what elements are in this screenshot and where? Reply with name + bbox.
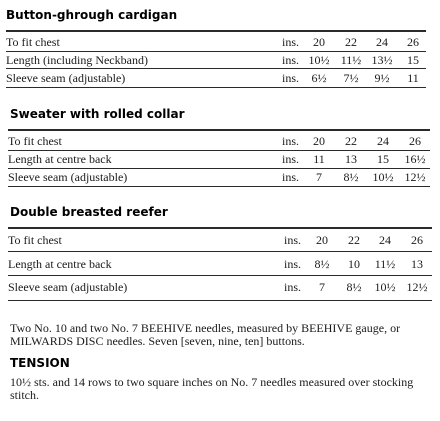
row-label: To fit chest [8, 134, 62, 148]
row-unit: ins. [282, 53, 300, 67]
table-rule [6, 30, 426, 32]
section-title-sweater: Sweater with rolled collar [10, 107, 185, 121]
table-rule [8, 251, 432, 252]
size-value: 24 [379, 233, 391, 247]
size-value: 10 [348, 257, 360, 271]
table-row [8, 279, 432, 295]
row-label: Length at centre back [8, 257, 112, 271]
table-rule [6, 87, 426, 88]
tension-paragraph: 10½ sts. and 14 rows to two square inches on No. 7 needles measured over stocking stitch. [10, 375, 414, 402]
size-value: 8½ [343, 170, 359, 184]
size-table-cardigan [6, 30, 426, 88]
row-label: Sleeve seam (adjustable) [8, 280, 128, 294]
size-value: 24 [376, 35, 388, 49]
table-rule [8, 227, 432, 229]
size-value: 10½ [308, 53, 330, 67]
size-value: 15 [377, 152, 389, 166]
row-label: Sleeve seam (adjustable) [6, 71, 126, 85]
row-label: To fit chest [8, 233, 62, 247]
size-value: 22 [345, 35, 357, 49]
size-value: 24 [377, 134, 389, 148]
table-rule [8, 300, 432, 301]
size-value: 11½ [340, 53, 362, 67]
size-value: 8½ [346, 280, 362, 294]
row-unit: ins. [282, 152, 300, 166]
size-value: 20 [313, 35, 325, 49]
size-value: 10½ [374, 280, 396, 294]
size-table-reefer [8, 227, 432, 302]
needles-paragraph: Two No. 10 and two No. 7 BEEHIVE needles, measured by BEEHIVE gauge, or MILWARDS DISC needles. Seven [seven, nine, ten] buttons. [10, 321, 401, 348]
table-rule [8, 186, 430, 187]
size-value: 12½ [404, 170, 426, 184]
size-value: 15 [407, 53, 419, 67]
size-value: 16½ [404, 152, 426, 166]
section-title-cardigan: Button-ghrough cardigan [6, 8, 178, 22]
table-rule [8, 275, 432, 276]
table-rule [8, 129, 430, 131]
size-value: 7 [319, 280, 325, 294]
size-value: 6½ [311, 71, 327, 85]
row-unit: ins. [282, 35, 300, 49]
row-label: Length (including Neckband) [6, 53, 148, 67]
row-label: To fit chest [6, 35, 60, 49]
table-row [6, 34, 426, 50]
table-row [8, 133, 430, 149]
size-value: 10½ [372, 170, 394, 184]
size-value: 26 [411, 233, 423, 247]
table-row [6, 52, 426, 68]
size-value: 13 [345, 152, 357, 166]
size-value: 11½ [374, 257, 396, 271]
row-unit: ins. [282, 71, 300, 85]
table-row [8, 169, 430, 185]
row-unit: ins. [282, 134, 300, 148]
row-unit: ins. [282, 170, 300, 184]
row-label: Length at centre back [8, 152, 112, 166]
size-value: 7 [316, 170, 322, 184]
table-row [8, 232, 432, 248]
size-table-sweater [8, 129, 430, 187]
row-unit: ins. [284, 280, 302, 294]
tension-heading: TENSION [10, 356, 70, 370]
row-unit: ins. [284, 233, 302, 247]
size-value: 9½ [374, 71, 390, 85]
size-value: 20 [313, 134, 325, 148]
table-row [6, 70, 426, 86]
size-value: 26 [407, 35, 419, 49]
size-value: 20 [316, 233, 328, 247]
section-title-reefer: Double breasted reefer [10, 205, 168, 219]
size-value: 11 [313, 152, 325, 166]
table-row [8, 256, 432, 272]
row-unit: ins. [284, 257, 302, 271]
size-value: 13 [411, 257, 423, 271]
size-value: 22 [348, 233, 360, 247]
table-row [8, 151, 430, 167]
row-label: Sleeve seam (adjustable) [8, 170, 128, 184]
size-value: 13½ [371, 53, 393, 67]
size-value: 22 [345, 134, 357, 148]
size-value: 12½ [406, 280, 428, 294]
size-value: 8½ [314, 257, 330, 271]
table-rule [6, 68, 426, 69]
size-value: 7½ [343, 71, 359, 85]
size-value: 11 [407, 71, 419, 85]
size-value: 26 [409, 134, 421, 148]
